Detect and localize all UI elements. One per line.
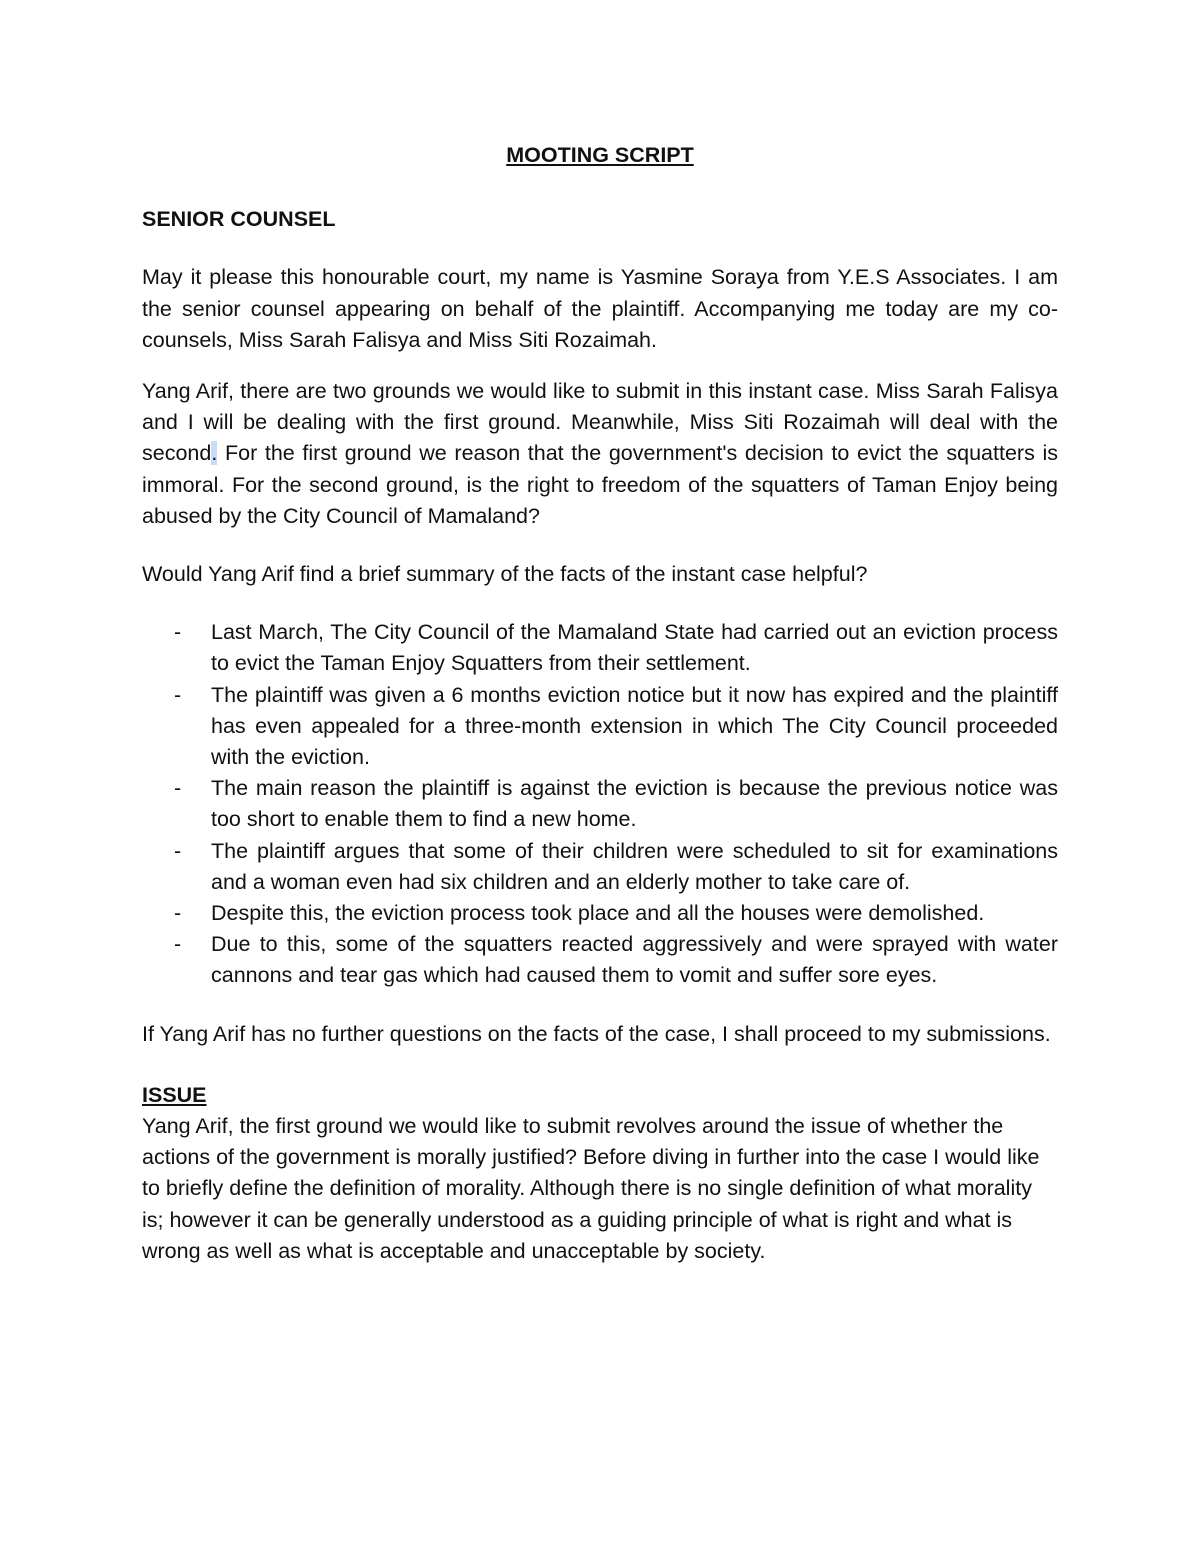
fact-text: Despite this, the eviction process took place and all the houses were demolished.: [211, 901, 985, 926]
bullet-dash: -: [174, 932, 182, 957]
bullet-dash: -: [174, 776, 182, 801]
list-item: [142, 617, 1058, 679]
proceed-paragraph: If Yang Arif has no further questions on the facts of the case, I shall proceed to my submissions.: [142, 1021, 1051, 1046]
bullet-dash: -: [174, 620, 182, 645]
intro-paragraph: May it please this honourable court, my name is Yasmine Soraya from Y.E.S Associates. I am the senior counsel appearing on behalf of the plaintiff. Accompanying me today are my co-counsels, Miss Sarah Falisya and Miss Siti Rozaimah.: [142, 265, 1058, 352]
issue-paragraph: Yang Arif, the first ground we would like to submit revolves around the issue of whether the actions of the government is morally justified? Before diving in further into the case I would like to briefly define the definition of morality. Although there is no single definition of what morality is; however it can be generally understood as a guiding principle of what is right and what is wrong as well as what is acceptable and unacceptable by society.: [142, 1114, 1040, 1263]
grounds-paragraph-part1: Yang Arif, there are two grounds we would like to submit in this instant case. Miss Sarah Falisya and I will be dealing with the first ground. Meanwhile, Miss Siti Rozaimah will deal with the second: [142, 379, 1058, 466]
list-item: [142, 929, 1058, 991]
list-item: [142, 680, 1058, 774]
grounds-paragraph: [142, 376, 1058, 532]
facts-list: [142, 617, 1058, 991]
fact-text: The plaintiff argues that some of their children were scheduled to sit for examinations and a woman even had six children and an elderly mother to take care of.: [211, 838, 1058, 894]
issue-heading: ISSUE: [142, 1082, 207, 1107]
list-item: [142, 836, 1058, 898]
fact-text: Due to this, some of the squatters reacted aggressively and were sprayed with water cannons and tear gas which had caused them to vomit and suffer sore eyes.: [211, 932, 1058, 988]
document-title: MOOTING SCRIPT: [506, 143, 694, 167]
fact-text: The main reason the plaintiff is against the eviction is because the previous notice was too short to enable them to find a new home.: [211, 776, 1058, 832]
bullet-dash: -: [174, 901, 182, 926]
text-cursor-selection: .: [211, 441, 218, 466]
list-item: [142, 898, 1058, 929]
list-item: [142, 773, 1058, 835]
document-page: [142, 140, 1058, 1267]
fact-text: Last March, The City Council of the Mamaland State had carried out an eviction process to evict the Taman Enjoy Squatters from their settlement.: [211, 620, 1058, 676]
section-heading-senior-counsel: SENIOR COUNSEL: [142, 207, 336, 232]
bullet-dash: -: [174, 682, 182, 707]
summary-question: Would Yang Arif find a brief summary of the facts of the instant case helpful?: [142, 562, 868, 587]
bullet-dash: -: [174, 838, 182, 863]
grounds-paragraph-part2: For the first ground we reason that the government's decision to evict the squatters is immoral. For the second ground, is the right to freedom of the squatters of Taman Enjoy being abused by the City Council of Mamaland?: [142, 441, 1058, 528]
fact-text: The plaintiff was given a 6 months eviction notice but it now has expired and the plaintiff has even appealed for a three-month extension in which The City Council proceeded with the eviction.: [211, 682, 1058, 770]
